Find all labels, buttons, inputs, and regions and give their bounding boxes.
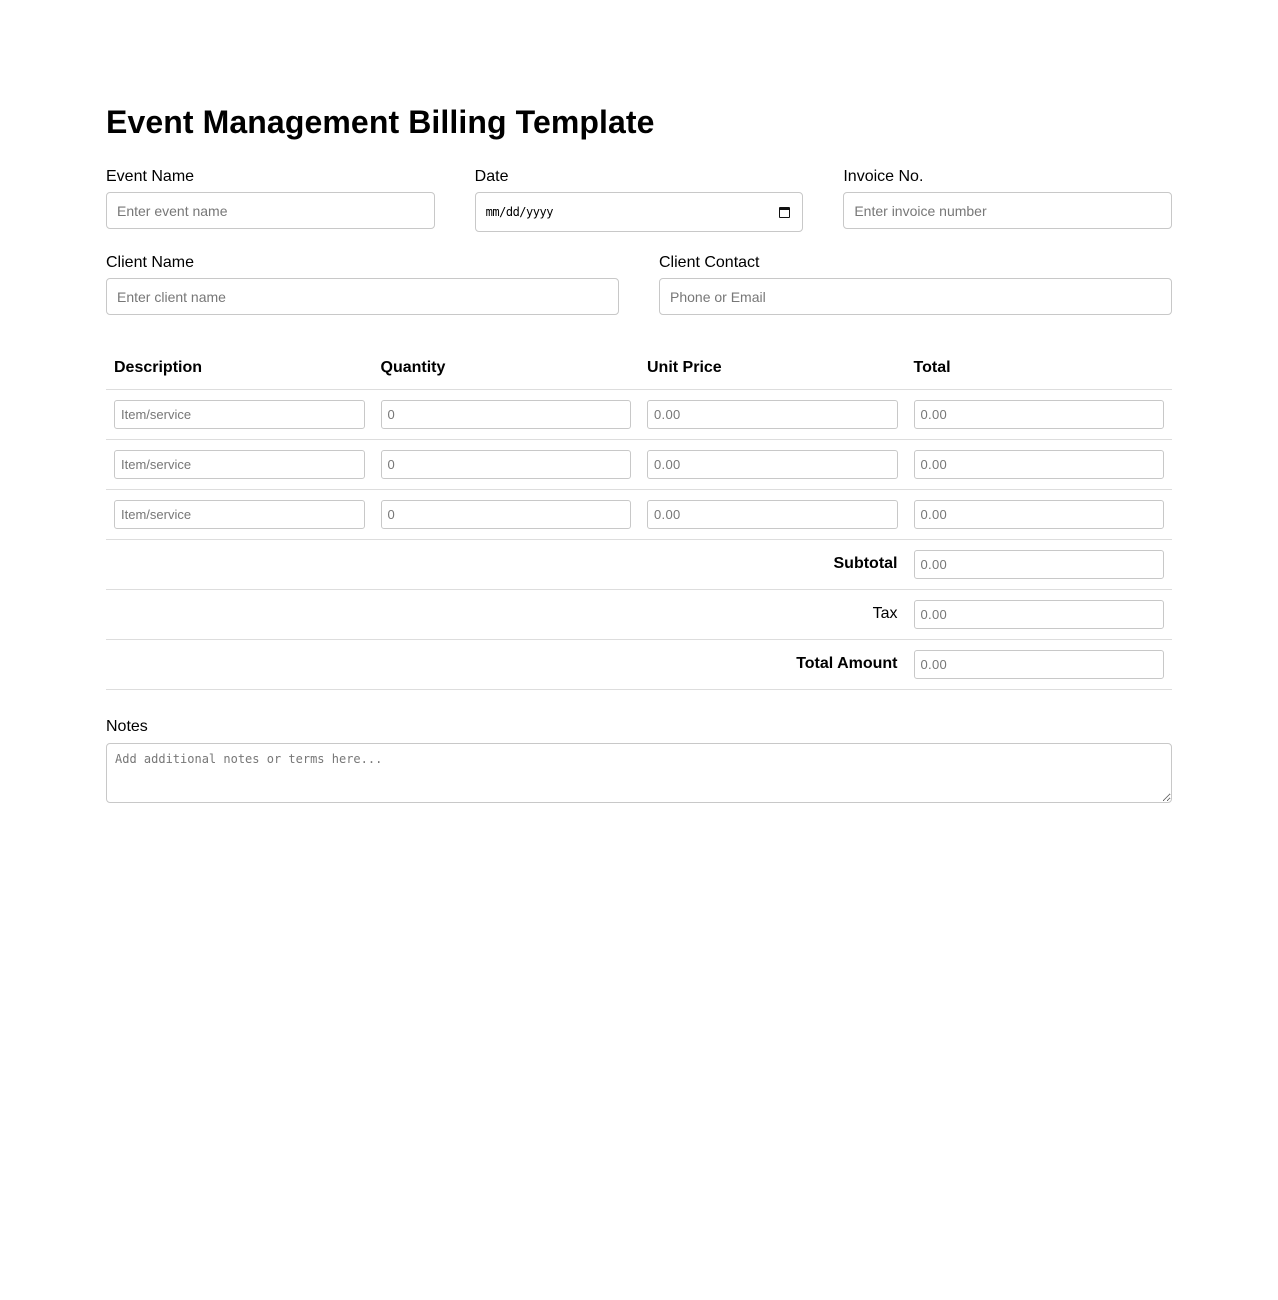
- page-title: Event Management Billing Template: [106, 104, 655, 140]
- column-header-total: Total: [906, 349, 1173, 389]
- event-name-input[interactable]: [106, 192, 435, 229]
- column-header-quantity: Quantity: [373, 349, 640, 389]
- notes-section: [106, 718, 1172, 803]
- client-contact-field-group: [659, 254, 1172, 315]
- date-field-group: [475, 168, 804, 232]
- client-name-field-group: [106, 254, 619, 315]
- invoice-no-field-group: [843, 168, 1172, 232]
- event-name-label: Event Name: [106, 168, 195, 185]
- item-unit-price-input[interactable]: [647, 450, 898, 479]
- invoice-no-label: Invoice No.: [843, 168, 924, 185]
- table-row: [106, 489, 1172, 539]
- client-info-row: [106, 254, 1172, 315]
- item-unit-price-input[interactable]: [647, 400, 898, 429]
- total-amount-row: [106, 639, 1172, 689]
- date-label: Date: [474, 168, 509, 185]
- item-description-input[interactable]: [114, 400, 365, 429]
- table-row: [106, 389, 1172, 439]
- item-total-input[interactable]: [914, 450, 1165, 479]
- event-name-field-group: [106, 168, 435, 232]
- item-description-input[interactable]: [114, 450, 365, 479]
- table-header-row: [106, 349, 1172, 389]
- client-name-label: Client Name: [106, 254, 195, 271]
- table-row: [106, 439, 1172, 489]
- date-format-text: mm/dd/yyyy: [485, 205, 553, 219]
- total-amount-label: Total Amount: [106, 639, 906, 689]
- subtotal-input[interactable]: [914, 550, 1165, 579]
- billing-form-page: [106, 0, 1172, 803]
- client-name-input[interactable]: [106, 278, 619, 315]
- calendar-icon[interactable]: [779, 206, 790, 218]
- item-quantity-input[interactable]: [381, 400, 632, 429]
- tax-label: Tax: [106, 589, 906, 639]
- item-quantity-input[interactable]: [381, 450, 632, 479]
- item-quantity-input[interactable]: [381, 500, 632, 529]
- item-total-input[interactable]: [914, 500, 1165, 529]
- notes-label: Notes: [106, 717, 148, 735]
- total-amount-input[interactable]: [914, 650, 1165, 679]
- column-header-description: Description: [106, 349, 373, 389]
- item-total-input[interactable]: [914, 400, 1165, 429]
- client-contact-input[interactable]: [659, 278, 1172, 315]
- subtotal-label: Subtotal: [106, 539, 906, 589]
- client-contact-label: Client Contact: [659, 254, 760, 271]
- event-info-row: [106, 168, 1172, 232]
- tax-input[interactable]: [914, 600, 1165, 629]
- date-input[interactable]: [475, 192, 804, 232]
- notes-textarea[interactable]: [106, 743, 1172, 803]
- subtotal-row: [106, 539, 1172, 589]
- column-header-unit-price: Unit Price: [639, 349, 906, 389]
- item-description-input[interactable]: [114, 500, 365, 529]
- invoice-number-input[interactable]: [843, 192, 1172, 229]
- tax-row: [106, 589, 1172, 639]
- item-unit-price-input[interactable]: [647, 500, 898, 529]
- line-items-table: [106, 349, 1172, 690]
